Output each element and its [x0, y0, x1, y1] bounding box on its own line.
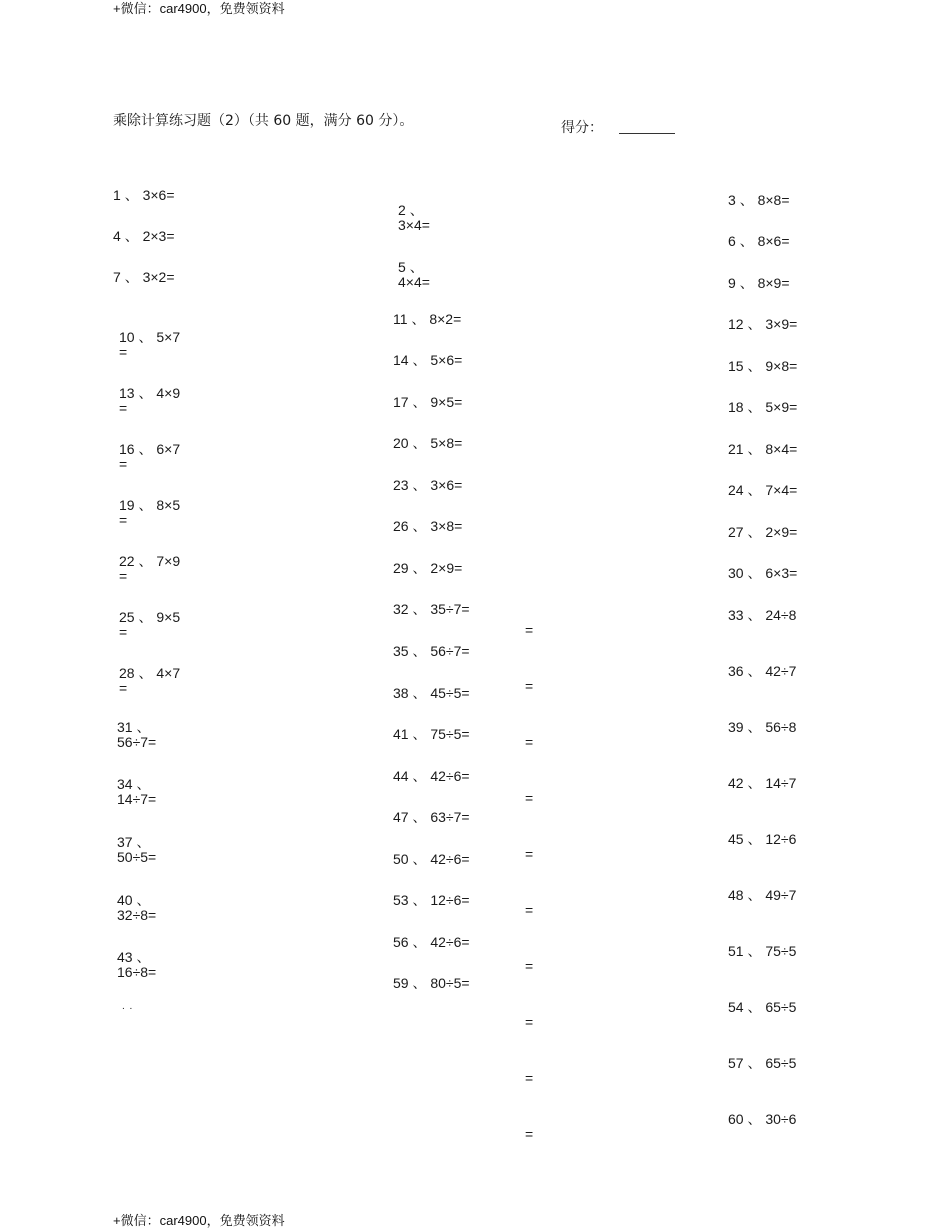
- question-separator: 、: [747, 399, 762, 415]
- question-separator: 、: [412, 892, 427, 908]
- question-number: 15: [728, 358, 744, 374]
- question-expression: 24÷8: [765, 607, 797, 623]
- worksheet-title: 乘除计算练习题（2）（共 60 题，满分 60 分）。: [113, 113, 414, 129]
- question-expression: 5×8=: [430, 435, 463, 451]
- question-expression: 7×9: [156, 553, 181, 569]
- question-expression: 6×3=: [765, 565, 798, 581]
- question-6: [728, 233, 790, 249]
- question-number: 36: [728, 663, 744, 679]
- question-separator: 、: [747, 441, 762, 457]
- question-13: [119, 385, 180, 401]
- question-number-line: [398, 260, 430, 275]
- question-number: 59: [393, 975, 409, 991]
- equals-sign: =: [525, 902, 534, 918]
- question-expression: 56÷8: [765, 719, 797, 735]
- question-54: [728, 999, 796, 1015]
- question-expression: 3×6=: [142, 187, 175, 203]
- question-42: [728, 775, 796, 791]
- question-28: [119, 665, 180, 681]
- question-separator: 、: [138, 665, 153, 681]
- question-1: [113, 187, 175, 203]
- watermark-top: +微信：car4900，免费领资料: [113, 1, 285, 16]
- question-expression: 63÷7=: [430, 809, 470, 825]
- question-41: [393, 726, 470, 742]
- question-separator: 、: [747, 943, 762, 959]
- question-expression: 65÷5: [765, 1055, 797, 1071]
- question-separator: 、: [136, 949, 151, 965]
- question-separator: 、: [412, 352, 427, 368]
- equals-sign: =: [525, 790, 534, 806]
- question-separator: 、: [747, 831, 762, 847]
- question-expression: 8×6=: [757, 233, 790, 249]
- question-separator: 、: [412, 518, 427, 534]
- question-separator: 、: [747, 565, 762, 581]
- question-16: [119, 441, 180, 457]
- equals-sign: =: [119, 680, 128, 696]
- equals-sign: =: [525, 1070, 534, 1086]
- question-number: 39: [728, 719, 744, 735]
- question-18: [728, 399, 797, 415]
- question-expression: 50÷5=: [117, 849, 157, 865]
- equals-sign: =: [525, 958, 534, 974]
- question-expression: 32÷8=: [117, 907, 157, 923]
- question-separator: 、: [747, 524, 762, 540]
- question-separator: 、: [411, 311, 426, 327]
- question-number: 18: [728, 399, 744, 415]
- question-number: 5: [398, 259, 406, 275]
- question-10: [119, 329, 180, 345]
- equals-sign: =: [525, 1126, 534, 1142]
- question-expression: 2×9=: [430, 560, 463, 576]
- question-39: [728, 719, 796, 735]
- question-number: 45: [728, 831, 744, 847]
- question-34: [117, 777, 156, 807]
- question-expression: 12÷6=: [430, 892, 470, 908]
- question-27: [728, 524, 797, 540]
- question-47: [393, 809, 470, 825]
- question-separator: 、: [747, 1055, 762, 1071]
- question-number: 27: [728, 524, 744, 540]
- question-separator: 、: [747, 719, 762, 735]
- question-expression: 75÷5: [765, 943, 797, 959]
- question-expression: 65÷5: [765, 999, 797, 1015]
- question-expression: 49÷7: [765, 887, 797, 903]
- question-31: [117, 720, 156, 750]
- equals-sign: =: [525, 678, 534, 694]
- question-48: [728, 887, 796, 903]
- question-expression: 8×5: [156, 497, 181, 513]
- question-expression: 35÷7=: [430, 601, 470, 617]
- question-separator: 、: [138, 497, 153, 513]
- question-separator: 、: [412, 394, 427, 410]
- question-number: 9: [728, 275, 736, 291]
- question-separator: 、: [739, 275, 754, 291]
- question-number: 6: [728, 233, 736, 249]
- question-60: [728, 1111, 796, 1127]
- question-number: 12: [728, 316, 744, 332]
- question-number: 2: [398, 202, 406, 218]
- equals-sign: =: [525, 846, 534, 862]
- question-number: 10: [119, 329, 135, 345]
- question-separator: 、: [412, 477, 427, 493]
- question-number: 19: [119, 497, 135, 513]
- question-number: 50: [393, 851, 409, 867]
- question-expression: 42÷7: [765, 663, 797, 679]
- question-number: 29: [393, 560, 409, 576]
- question-15: [728, 358, 797, 374]
- question-expression: 4×4=: [398, 274, 430, 290]
- question-number: 33: [728, 607, 744, 623]
- question-45: [728, 831, 796, 847]
- score-blank[interactable]: [619, 133, 675, 134]
- question-number: 53: [393, 892, 409, 908]
- question-number: 1: [113, 187, 121, 203]
- question-number: 24: [728, 482, 744, 498]
- question-number-line: [117, 777, 156, 792]
- question-25: [119, 609, 180, 625]
- question-20: [393, 435, 462, 451]
- question-expression: 5×6=: [430, 352, 463, 368]
- question-number: 7: [113, 269, 121, 285]
- question-7: [113, 269, 175, 285]
- question-expression: 3×8=: [430, 518, 463, 534]
- score-label: 得分：: [561, 120, 603, 136]
- question-expression: 6×7: [156, 441, 181, 457]
- question-expression: 2×3=: [142, 228, 175, 244]
- question-number: 30: [728, 565, 744, 581]
- question-26: [393, 518, 462, 534]
- question-expression: 56÷7=: [117, 734, 157, 750]
- question-separator: 、: [412, 809, 427, 825]
- question-expression: 42÷6=: [430, 934, 470, 950]
- question-expression: 42÷6=: [430, 851, 470, 867]
- question-number: 16: [119, 441, 135, 457]
- question-number: 40: [117, 892, 133, 908]
- question-expression: 8×4=: [765, 441, 798, 457]
- question-separator: 、: [747, 999, 762, 1015]
- equals-sign: =: [119, 624, 128, 640]
- question-number: 54: [728, 999, 744, 1015]
- question-separator: 、: [124, 187, 139, 203]
- question-number: 37: [117, 834, 133, 850]
- question-separator: 、: [412, 560, 427, 576]
- question-5: [398, 260, 430, 290]
- question-32: [393, 601, 470, 617]
- question-expression: 16÷8=: [117, 964, 157, 980]
- question-40: [117, 893, 156, 923]
- question-expression: 14÷7=: [117, 791, 157, 807]
- equals-sign: =: [525, 1014, 534, 1030]
- question-separator: 、: [739, 233, 754, 249]
- question-number: 34: [117, 776, 133, 792]
- question-expression: 2×9=: [765, 524, 798, 540]
- question-expression: 3×9=: [765, 316, 798, 332]
- question-56: [393, 934, 470, 950]
- question-separator: 、: [747, 887, 762, 903]
- question-separator: 、: [409, 202, 424, 218]
- question-number: 60: [728, 1111, 744, 1127]
- question-number: 21: [728, 441, 744, 457]
- question-number: 3: [728, 192, 736, 208]
- question-number: 26: [393, 518, 409, 534]
- question-separator: 、: [124, 228, 139, 244]
- question-separator: 、: [747, 607, 762, 623]
- question-expression: 8×2=: [429, 311, 462, 327]
- question-expression: 3×2=: [142, 269, 175, 285]
- question-expression: 4×7: [156, 665, 181, 681]
- watermark-bottom: +微信：car4900，免费领资料: [113, 1213, 285, 1228]
- question-22: [119, 553, 180, 569]
- question-50: [393, 851, 470, 867]
- question-expression: 45÷5=: [430, 685, 470, 701]
- question-number: 41: [393, 726, 409, 742]
- question-expression: 3×6=: [430, 477, 463, 493]
- equals-sign: =: [119, 512, 128, 528]
- question-number: 13: [119, 385, 135, 401]
- question-separator: 、: [747, 316, 762, 332]
- question-number: 32: [393, 601, 409, 617]
- question-57: [728, 1055, 796, 1071]
- question-separator: 、: [138, 441, 153, 457]
- question-expression: 42÷6=: [430, 768, 470, 784]
- question-expression: 30÷6: [765, 1111, 797, 1127]
- question-separator: 、: [124, 269, 139, 285]
- question-51: [728, 943, 796, 959]
- trailing-dots: . .: [122, 1001, 134, 1012]
- question-number-line: [117, 893, 156, 908]
- question-expression: 9×5=: [430, 394, 463, 410]
- question-separator: 、: [138, 609, 153, 625]
- question-36: [728, 663, 796, 679]
- question-expression: 8×9=: [757, 275, 790, 291]
- question-separator: 、: [412, 934, 427, 950]
- question-expression: 5×7: [156, 329, 181, 345]
- question-2: [398, 203, 430, 233]
- question-43: [117, 950, 156, 980]
- question-number: 43: [117, 949, 133, 965]
- question-separator: 、: [412, 851, 427, 867]
- question-separator: 、: [412, 768, 427, 784]
- question-separator: 、: [412, 685, 427, 701]
- question-number: 47: [393, 809, 409, 825]
- question-number: 31: [117, 719, 133, 735]
- question-12: [728, 316, 797, 332]
- question-29: [393, 560, 462, 576]
- question-separator: 、: [138, 385, 153, 401]
- question-separator: 、: [412, 601, 427, 617]
- question-expression: 56÷7=: [430, 643, 470, 659]
- question-number: 57: [728, 1055, 744, 1071]
- question-number: 28: [119, 665, 135, 681]
- question-number: 14: [393, 352, 409, 368]
- question-separator: 、: [747, 775, 762, 791]
- question-30: [728, 565, 797, 581]
- question-separator: 、: [412, 643, 427, 659]
- question-separator: 、: [412, 726, 427, 742]
- question-expression: 14÷7: [765, 775, 797, 791]
- question-17: [393, 394, 462, 410]
- question-14: [393, 352, 462, 368]
- question-separator: 、: [136, 834, 151, 850]
- question-number: 11: [393, 311, 408, 327]
- question-38: [393, 685, 470, 701]
- question-number: 20: [393, 435, 409, 451]
- equals-sign: =: [525, 622, 534, 638]
- question-number: 51: [728, 943, 744, 959]
- question-number-line: [117, 950, 156, 965]
- question-separator: 、: [747, 482, 762, 498]
- question-separator: 、: [739, 192, 754, 208]
- question-33: [728, 607, 796, 623]
- equals-sign: =: [119, 568, 128, 584]
- question-expression: 12÷6: [765, 831, 797, 847]
- question-number: 48: [728, 887, 744, 903]
- question-separator: 、: [138, 329, 153, 345]
- question-separator: 、: [136, 892, 151, 908]
- question-expression: 4×9: [156, 385, 181, 401]
- question-number: 4: [113, 228, 121, 244]
- equals-sign: =: [119, 400, 128, 416]
- question-expression: 5×9=: [765, 399, 798, 415]
- question-separator: 、: [747, 358, 762, 374]
- question-number: 23: [393, 477, 409, 493]
- question-37: [117, 835, 156, 865]
- question-separator: 、: [136, 719, 151, 735]
- equals-sign: =: [119, 456, 128, 472]
- question-separator: 、: [747, 663, 762, 679]
- question-35: [393, 643, 470, 659]
- question-number-line: [117, 835, 156, 850]
- question-separator: 、: [136, 776, 151, 792]
- question-59: [393, 975, 470, 991]
- question-separator: 、: [747, 1111, 762, 1127]
- question-separator: 、: [412, 435, 427, 451]
- question-19: [119, 497, 180, 513]
- question-44: [393, 768, 470, 784]
- question-9: [728, 275, 790, 291]
- question-21: [728, 441, 797, 457]
- question-4: [113, 228, 175, 244]
- question-number: 38: [393, 685, 409, 701]
- question-number: 44: [393, 768, 409, 784]
- question-number: 17: [393, 394, 409, 410]
- question-24: [728, 482, 797, 498]
- question-number: 42: [728, 775, 744, 791]
- question-separator: 、: [138, 553, 153, 569]
- question-number: 35: [393, 643, 409, 659]
- question-separator: 、: [409, 259, 424, 275]
- question-3: [728, 192, 790, 208]
- question-separator: 、: [412, 975, 427, 991]
- question-11: [393, 311, 461, 327]
- equals-sign: =: [525, 734, 534, 750]
- question-expression: 80÷5=: [430, 975, 470, 991]
- question-number: 22: [119, 553, 135, 569]
- question-expression: 7×4=: [765, 482, 798, 498]
- question-expression: 9×8=: [765, 358, 798, 374]
- question-number: 56: [393, 934, 409, 950]
- question-number-line: [117, 720, 156, 735]
- equals-sign: =: [119, 344, 128, 360]
- question-23: [393, 477, 462, 493]
- question-expression: 9×5: [156, 609, 181, 625]
- question-53: [393, 892, 470, 908]
- question-number: 25: [119, 609, 135, 625]
- question-expression: 8×8=: [757, 192, 790, 208]
- question-expression: 75÷5=: [430, 726, 470, 742]
- question-expression: 3×4=: [398, 217, 430, 233]
- question-number-line: [398, 203, 430, 218]
